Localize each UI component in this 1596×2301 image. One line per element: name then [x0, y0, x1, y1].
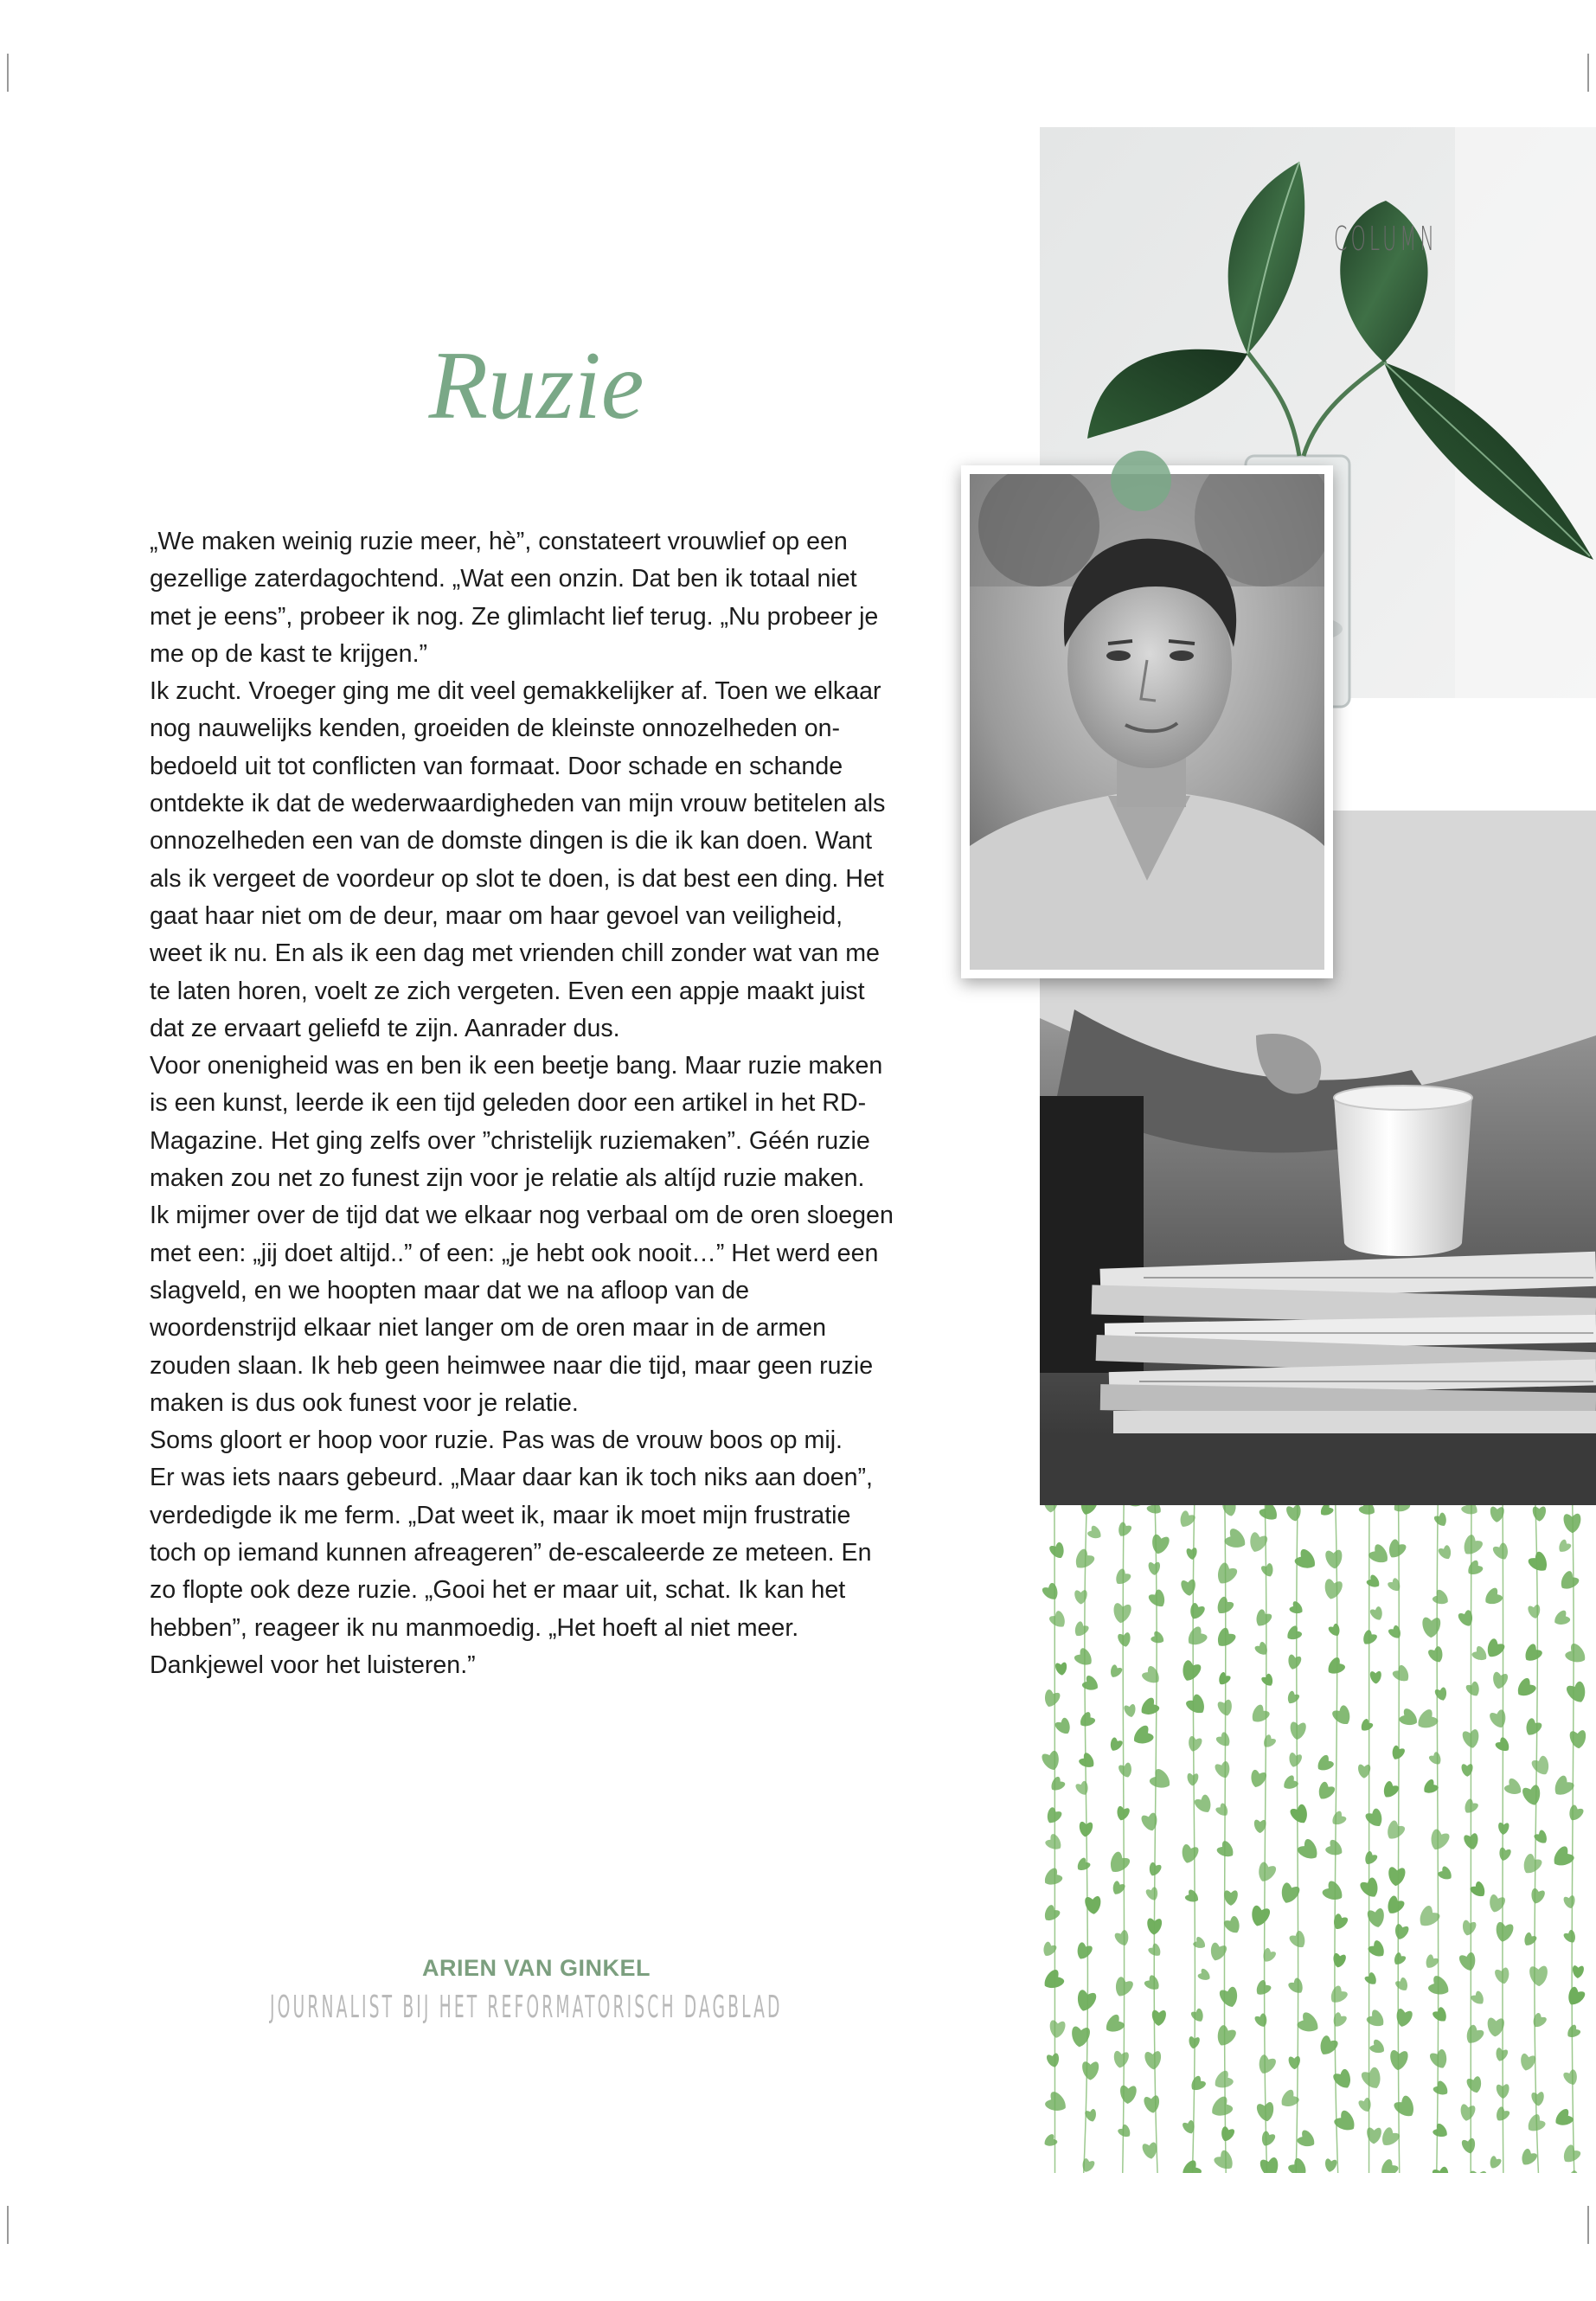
pattern-leaf — [1383, 1819, 1407, 1843]
pin-dot — [1111, 451, 1171, 511]
pattern-leaf — [1285, 1690, 1300, 1706]
pattern-leaf — [1428, 1751, 1444, 1767]
pattern-leaf — [1469, 2171, 1487, 2173]
pattern-leaf — [1330, 1913, 1349, 1932]
pattern-leaf — [1422, 1617, 1441, 1638]
pattern-leaf — [1112, 2051, 1130, 2069]
pattern-leaf — [1385, 1538, 1407, 1561]
pattern-leaf — [1465, 1681, 1483, 1699]
pattern-leaf — [1494, 2048, 1509, 2063]
pattern-leaf — [1186, 1548, 1197, 1561]
pattern-leaf — [1556, 1570, 1580, 1594]
pattern-leaf — [1184, 1888, 1201, 1905]
pattern-leaf — [1223, 1915, 1244, 1937]
pattern-leaf — [1393, 2094, 1420, 2121]
pattern-leaf — [1147, 1588, 1169, 1610]
pattern-leaf — [1549, 1845, 1575, 1871]
pattern-leaf — [1254, 2013, 1270, 2029]
pattern-leaf — [1287, 1752, 1303, 1768]
pattern-leaf — [1564, 1985, 1586, 2008]
pattern-leaf — [1179, 1843, 1199, 1865]
paragraph: Ik mijmer over de tijd dat we elkaar nog verbaal om de oren sloegen met een: „jij doet altijd..” of een: „je hebt ook nooit…” Het werd een slagveld, en we hoopten maar dat we na afloop van de woordenstrijd elkaar niet langer om de oren maar in de armen zouden slaan. Ik heb geen heimwee naar die tijd, maar geen ruzie maken is dus ook funest voor je relatie. — [150, 1202, 894, 1417]
pattern-leaf — [1388, 1867, 1406, 1887]
pattern-leaf — [1522, 1785, 1543, 1808]
pattern-leaf — [1533, 1507, 1546, 1522]
pattern-leaf — [1518, 2053, 1536, 2072]
pattern-leaf — [1529, 2012, 1548, 2030]
pattern-leaf — [1190, 2008, 1207, 2024]
pattern-leaf — [1498, 1823, 1509, 1835]
pattern-leaf — [1497, 1847, 1512, 1862]
pattern-leaf — [1493, 2106, 1511, 2124]
pattern-leaf — [1359, 1876, 1382, 1900]
pattern-leaf — [1528, 1605, 1542, 1620]
pattern-leaf — [1046, 2053, 1061, 2068]
pattern-leaf — [1432, 2006, 1450, 2025]
crop-mark-bottom-left — [7, 2206, 9, 2244]
pattern-leaf — [1423, 1953, 1440, 1971]
pattern-leaf — [1260, 1734, 1277, 1750]
pattern-leaf — [1186, 1735, 1202, 1753]
pattern-leaf — [1082, 2061, 1099, 2080]
pattern-leaf — [1224, 1890, 1238, 1906]
pattern-leaf — [1420, 1779, 1439, 1797]
pattern-leaf — [1288, 2056, 1300, 2070]
pattern-leaf — [1327, 1984, 1349, 2007]
pattern-leaf — [1117, 2124, 1133, 2140]
author-photo — [970, 474, 1324, 970]
pattern-leaf — [1118, 1762, 1134, 1779]
pattern-leaf — [1390, 1505, 1411, 1516]
pattern-leaf — [1188, 2075, 1207, 2094]
pattern-leaf — [1296, 1837, 1322, 1863]
pattern-leaf — [1253, 1641, 1270, 1658]
pattern-leaf — [1331, 1952, 1346, 1968]
pattern-leaf — [1487, 2017, 1505, 2037]
pattern-leaf — [1519, 1853, 1543, 1878]
pattern-leaf — [1370, 1671, 1381, 1684]
pattern-leaf — [1114, 1929, 1131, 1947]
pattern-leaf — [1041, 1867, 1064, 1889]
pattern-leaf — [1566, 1804, 1585, 1823]
pattern-leaf — [1074, 1780, 1091, 1797]
pattern-leaf — [1258, 1505, 1281, 1524]
pattern-leaf — [1182, 2119, 1197, 2135]
pattern-leaf — [1459, 2104, 1477, 2122]
pattern-leaf — [1048, 1776, 1066, 1794]
pattern-leaf — [1253, 1608, 1273, 1630]
pattern-leaf — [1254, 1820, 1266, 1834]
pattern-leaf — [1215, 1840, 1237, 1862]
pattern-leaf — [1438, 1544, 1454, 1561]
pattern-leaf — [1197, 1968, 1213, 1984]
pattern-leaf — [1564, 1642, 1590, 1667]
pattern-leaf — [1040, 1968, 1065, 1993]
pattern-leaf — [1071, 1548, 1096, 1573]
article-body — [150, 523, 894, 1684]
pattern-leaf — [1119, 2086, 1137, 2105]
pattern-leaf — [1426, 1828, 1451, 1853]
pattern-leaf — [1086, 1525, 1104, 1542]
pattern-leaf — [1427, 1974, 1453, 1999]
pattern-leaf — [1042, 1689, 1061, 1709]
pattern-leaf — [1144, 2051, 1162, 2070]
pattern-leaf — [1260, 1562, 1276, 1579]
section-label: COLUMN — [1334, 220, 1438, 258]
pattern-leaf — [1150, 1631, 1166, 1646]
pattern-leaf — [1494, 1967, 1511, 1985]
pattern-leaf — [1142, 2142, 1158, 2160]
pattern-leaf — [1141, 1664, 1163, 1687]
pattern-leaf — [1357, 2097, 1374, 2113]
pattern-leaf — [1330, 2011, 1348, 2029]
pattern-leaf — [1260, 1947, 1278, 1965]
pattern-leaf — [1460, 1920, 1477, 1937]
pattern-leaf — [1551, 1609, 1571, 1628]
pattern-leaf — [1572, 1965, 1584, 1978]
pattern-leaf — [1433, 2080, 1452, 2099]
pattern-leaf — [1380, 1780, 1400, 1801]
pattern-leaf — [1462, 1729, 1481, 1750]
pattern-leaf — [1358, 1505, 1378, 1518]
pattern-leaf — [1317, 1505, 1334, 1519]
paragraph: Voor onenigheid was en ben ik een beetje bang. Maar ruzie maken is een kunst, leerde ik een tijd geleden door een artikel in het RD-Magazine. Het ging zelfs over ”christelijk ruziemaken”. Géén ruzie maken zou net zo funest zijn voor je relatie als altíjd ruzie maken. — [150, 1052, 883, 1193]
pattern-stem — [1122, 1505, 1124, 2173]
pattern-leaf — [1550, 1774, 1576, 1800]
pattern-leaf — [1193, 1793, 1215, 1816]
pattern-leaf — [1360, 2066, 1385, 2092]
pattern-leaf — [1048, 1610, 1069, 1631]
pattern-leaf — [1289, 1721, 1306, 1740]
pattern-leaf — [1148, 1767, 1174, 1792]
pattern-leaf — [1213, 2149, 1238, 2173]
pattern-leaf — [1048, 1541, 1067, 1561]
pattern-leaf — [1217, 1699, 1234, 1717]
pattern-leaf — [1328, 1623, 1343, 1638]
pattern-leaf — [1377, 2158, 1400, 2173]
paragraph: Er was iets naars gebeurd. „Maar daar kan ik toch niks aan doen”, verdedigde ik me ferm. „Dat weet ik, maar ik moet mijn frustratie toch op iemand kunnen afreageren” de-escaleerde ze meteen. En zo flopte ook deze ruzie. „Gooi het er maar uit, schat. Ik kan het hebben”, reageer ik nu manmoedig. „Het hoeft al niet meer. Dankjewel voor het luisteren.” — [150, 1464, 874, 1679]
pattern-leaf — [1183, 1625, 1208, 1650]
pattern-leaf — [1482, 1586, 1504, 1608]
pattern-leaf — [1530, 1754, 1553, 1778]
pattern-leaf — [1187, 1602, 1206, 1622]
pattern-leaf — [1513, 1676, 1537, 1701]
pattern-leaf — [1214, 1595, 1235, 1617]
pattern-leaf — [1387, 1577, 1403, 1593]
pattern-leaf — [1391, 1663, 1413, 1685]
pattern-leaf — [1296, 2011, 1322, 2037]
pattern-leaf — [1144, 2095, 1161, 2114]
pattern-leaf — [1487, 2155, 1502, 2170]
pattern-leaf — [1108, 1663, 1124, 1679]
pattern-leaf — [1286, 1654, 1302, 1670]
pattern-leaf — [1285, 1505, 1303, 1522]
pattern-leaf — [1563, 1895, 1576, 1910]
pattern-leaf — [1565, 2023, 1582, 2040]
pattern-leaf — [1315, 1781, 1336, 1803]
pattern-leaf — [1561, 2170, 1581, 2173]
pattern-leaf — [1393, 1923, 1409, 1941]
pattern-leaf — [1081, 1675, 1101, 1695]
leaf-pattern-image — [1040, 1505, 1596, 2173]
pattern-leaf — [1464, 1833, 1480, 1851]
pattern-leaf — [1527, 1550, 1552, 1575]
author-name: ARIEN VAN GINKEL — [421, 1955, 651, 1981]
pattern-leaf — [1048, 2020, 1066, 2039]
pattern-leaf — [1280, 1774, 1299, 1792]
pattern-leaf — [1248, 1769, 1267, 1789]
pattern-leaf — [1494, 1921, 1515, 1943]
pattern-leaf — [1074, 1590, 1087, 1605]
pattern-leaf — [1362, 1850, 1379, 1867]
pattern-leaf — [1179, 1659, 1202, 1684]
pattern-leaf — [1107, 1737, 1123, 1753]
pattern-leaf — [1259, 2131, 1276, 2149]
pattern-leaf — [1429, 2048, 1451, 2071]
pattern-leaf — [1398, 1708, 1420, 1730]
pattern-leaf — [1413, 1708, 1439, 1733]
pattern-leaf — [1492, 1541, 1512, 1562]
pattern-leaf — [1216, 1671, 1232, 1687]
pattern-leaf — [1140, 1812, 1159, 1833]
pattern-leaf — [1260, 1673, 1275, 1689]
pattern-leaf — [1041, 1750, 1062, 1772]
pattern-leaf — [1211, 2069, 1234, 2093]
pattern-leaf — [1112, 1567, 1132, 1587]
pattern-leaf — [1284, 1625, 1303, 1643]
pattern-leaf — [1521, 1643, 1543, 1665]
pattern-leaf — [1215, 1731, 1234, 1749]
pattern-leaf — [1080, 2157, 1095, 2173]
pattern-leaf — [1329, 1810, 1347, 1828]
pattern-leaf — [1078, 1752, 1098, 1772]
pattern-leaf — [1247, 1703, 1271, 1727]
author-portrait — [961, 465, 1333, 978]
pattern-leaf — [1074, 1856, 1092, 1874]
pattern-leaf — [1378, 2126, 1401, 2150]
pattern-leaf — [1529, 1965, 1548, 1986]
pattern-leaf — [1358, 1718, 1374, 1734]
pattern-leaf — [1144, 1974, 1163, 1993]
pattern-leaf — [1471, 1645, 1490, 1664]
pattern-leaf — [1102, 2013, 1125, 2036]
pattern-leaf — [1556, 1539, 1573, 1555]
pattern-leaf — [1124, 1704, 1138, 1719]
pattern-leaf — [1529, 1888, 1545, 1906]
pattern-leaf — [1219, 2125, 1235, 2143]
pattern-leaf — [1184, 1693, 1208, 1718]
pattern-leaf — [1434, 1687, 1449, 1702]
pattern-leaf — [1366, 1574, 1382, 1590]
pattern-leaf — [1383, 1894, 1406, 1917]
pattern-leaf — [1518, 2148, 1539, 2169]
pattern-leaf — [1214, 1760, 1233, 1780]
pattern-leaf — [1145, 1887, 1160, 1902]
pattern-leaf — [1124, 1505, 1145, 1510]
pattern-leaf — [1130, 1724, 1155, 1748]
pattern-leaf — [1150, 1534, 1170, 1556]
pattern-leaf — [1296, 2129, 1318, 2150]
pattern-leaf — [1465, 1559, 1484, 1578]
pattern-leaf — [1074, 1941, 1093, 1962]
pattern-leaf — [1503, 1777, 1525, 1798]
pattern-leaf — [1259, 2157, 1280, 2173]
pattern-leaf — [1078, 1505, 1099, 1517]
pattern-leaf — [1388, 1625, 1404, 1641]
pattern-leaf — [1181, 1579, 1197, 1596]
pattern-leaf — [1560, 2144, 1582, 2166]
pattern-leaf — [1522, 1717, 1543, 1739]
pattern-leaf — [1432, 2123, 1450, 2141]
pattern-leaf — [1253, 1979, 1272, 1999]
pattern-leaf — [1394, 2008, 1413, 2029]
pattern-leaf — [1432, 1588, 1452, 1607]
pattern-leaf — [1112, 1976, 1134, 1999]
pattern-leaf — [1287, 1977, 1306, 1997]
crop-mark-bottom-right — [1587, 2206, 1589, 2244]
pattern-leaf — [1256, 2101, 1276, 2122]
pattern-leaf — [1115, 1805, 1131, 1822]
pattern-leaf — [1208, 2095, 1234, 2121]
pattern-leaf — [1248, 1905, 1271, 1929]
paragraph: „We maken weinig ruzie meer, hè”, constateert vrouwlief op een gezellige zaterdagochtend. „Wat een onzin. Dat ben ik totaal niet met je eens”, probeer ik nog. Ze glimlacht lief terug. „Nu probeer je me op de kast te krijgen.” — [150, 528, 879, 668]
pattern-leaf — [1524, 2113, 1547, 2136]
pattern-leaf — [1460, 1505, 1481, 1518]
pattern-leaf — [1187, 1773, 1198, 1786]
pattern-leaf — [1470, 1990, 1487, 2007]
author-role: JOURNALIST BIJ HET REFORMATORISCH DAGBLAD — [270, 1990, 783, 2025]
pattern-leaf — [1077, 1711, 1097, 1730]
pattern-leaf — [1254, 1861, 1277, 1884]
pattern-leaf — [1458, 1609, 1476, 1628]
pattern-leaf — [1364, 1807, 1386, 1830]
pattern-leaf — [1364, 1971, 1380, 1987]
pattern-leaf — [1042, 2133, 1058, 2149]
pattern-leaf — [1562, 2069, 1580, 2087]
pattern-leaf — [1178, 2159, 1202, 2173]
pattern-leaf — [1433, 1512, 1450, 1529]
pattern-leaf — [1391, 1952, 1407, 1967]
pattern-leaf — [1491, 1671, 1509, 1690]
pattern-leaf — [1389, 1745, 1406, 1762]
pattern-leaf — [1367, 1939, 1388, 1961]
pattern-leaf — [1071, 1620, 1089, 1639]
pattern-leaf — [1054, 1716, 1074, 1737]
pattern-leaf — [1148, 1562, 1160, 1575]
pattern-leaf — [1552, 2108, 1574, 2130]
pattern-leaf — [1044, 1505, 1058, 1512]
pattern-leaf — [1043, 1806, 1062, 1826]
pattern-leaf — [1469, 1881, 1489, 1900]
pattern-leaf — [1458, 1952, 1478, 1973]
paragraph: Soms gloort er hoop voor ruzie. Pas was de vrouw boos op mij. — [150, 1426, 843, 1455]
pattern-leaf — [1437, 1865, 1455, 1882]
pattern-stem — [1398, 1505, 1400, 2173]
pattern-leaf — [1287, 2157, 1311, 2173]
crop-mark-top-left — [7, 54, 9, 92]
pattern-leaf — [1466, 2075, 1484, 2094]
pattern-leaf — [1462, 2023, 1485, 2047]
article-title: Ruzie — [428, 332, 644, 439]
crop-mark-top-right — [1587, 54, 1589, 92]
pattern-leaf — [1042, 1582, 1062, 1603]
pattern-leaf — [1223, 1527, 1249, 1552]
pattern-leaf — [1324, 2158, 1337, 2173]
pattern-leaf — [1112, 1603, 1131, 1625]
pattern-leaf — [1487, 1894, 1506, 1914]
pattern-leaf — [1531, 2092, 1545, 2106]
pattern-leaf — [1369, 1606, 1385, 1622]
pattern-leaf — [1147, 1943, 1163, 1959]
pattern-leaf — [1324, 1657, 1347, 1678]
pattern-leaf — [1074, 1989, 1098, 2013]
pattern-leaf — [1432, 2166, 1452, 2173]
pattern-leaf — [1394, 1977, 1411, 1993]
pattern-leaf — [1314, 1753, 1335, 1774]
pattern-leaf — [1489, 1708, 1509, 1730]
pattern-leaf — [1461, 2138, 1477, 2155]
pattern-leaf — [1289, 1804, 1311, 1827]
pattern-leaf — [1321, 1880, 1347, 1905]
pattern-leaf — [1044, 2090, 1070, 2116]
pattern-leaf — [1325, 1549, 1343, 1569]
pattern-leaf — [1118, 1632, 1132, 1649]
pattern-leaf — [1188, 2036, 1200, 2049]
paragraph: Ik zucht. Vroeger ging me dit veel gemakkelijker af. Toen we elkaar nog nauwelijks kenden, groeiden de kleinste onnozelheden onbedoeld uit tot conflicten van formaat. Door schade en schande ontdekte ik dat de wederwaardigheden van mijn vrouw betitelen als onnozelheden een van de domste dingen is die ik kan doen. Want als ik vergeet de voordeur op slot te doen, is dat best een ding. Het gaat haar niet om de deur, maar om haar gevoel van veiligheid, weet ik nu. En als ik een dag met vrienden chill zonder wat van me te laten horen, voelt ze zich vergeten. Even een appje maakt juist dat ze ervaart geliefd te zijn. Aanrader dus. — [150, 677, 886, 1042]
pattern-leaf — [1563, 1929, 1579, 1945]
pattern-leaf — [1566, 1680, 1590, 1705]
pattern-leaf — [1055, 1662, 1068, 1676]
pattern-leaf — [1322, 1579, 1343, 1601]
pattern-leaf — [1215, 1802, 1231, 1818]
pattern-leaf — [1106, 1850, 1131, 1877]
pattern-leaf — [1255, 2054, 1277, 2076]
pattern-leaf — [1368, 2038, 1387, 2056]
pattern-leaf — [1219, 1986, 1241, 2009]
pattern-leaf — [1331, 1704, 1355, 1728]
pattern-stem — [1335, 1505, 1338, 2173]
pattern-leaf — [1569, 1730, 1586, 1749]
pattern-leaf — [1368, 1543, 1393, 1567]
pattern-leaf — [1041, 1904, 1061, 1925]
